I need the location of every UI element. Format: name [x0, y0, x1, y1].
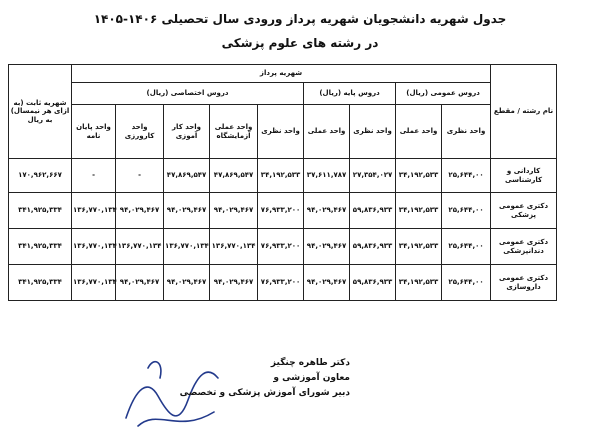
value-cell: ۹۴,۰۲۹,۴۶۷ [164, 193, 210, 229]
value-cell: ۹۴,۰۲۹,۴۶۷ [116, 193, 164, 229]
table-row [9, 265, 557, 301]
field-column-header: نام رشته / مقطع [491, 65, 557, 159]
subheader-cell: واحد نظری [442, 105, 491, 159]
value-cell: ۱۳۶,۷۷۰,۱۳۴ [72, 265, 116, 301]
value-cell: ۹۴,۰۲۹,۴۶۷ [210, 193, 258, 229]
value-cell: - [116, 159, 164, 193]
value-cell: ۳۴,۱۹۲,۵۳۳ [396, 265, 442, 301]
value-cell: - [72, 159, 116, 193]
fixed-fee-cell: ۱۷۰,۹۶۲,۶۶۷ [9, 159, 72, 193]
value-cell: ۵۹,۸۳۶,۹۳۳ [350, 229, 396, 265]
value-cell: ۲۵,۶۴۴,۰۰ [442, 229, 491, 265]
page-subtitle: در رشته های علوم پزشکی [221, 36, 379, 50]
fixed-fee-cell: ۳۴۱,۹۲۵,۳۳۴ [9, 229, 72, 265]
subheader-cell: واحد نظری [350, 105, 396, 159]
value-cell: ۲۷,۳۵۴,۰۲۷ [350, 159, 396, 193]
table-row [9, 159, 557, 193]
row-name-cell: دکتری عمومی دندانپزشکی [491, 229, 557, 265]
value-cell: ۳۴,۱۹۲,۵۳۳ [396, 193, 442, 229]
value-cell: ۹۴,۰۲۹,۴۶۷ [116, 265, 164, 301]
row-name-cell: کاردانی و کارشناسی [491, 159, 557, 193]
value-cell: ۳۴,۱۹۲,۵۳۳ [396, 229, 442, 265]
value-cell: ۹۴,۰۲۹,۴۶۷ [304, 265, 350, 301]
subheader-cell: واحد کارورزی [116, 105, 164, 159]
table-row [9, 229, 557, 265]
value-cell: ۵۹,۸۳۶,۹۳۳ [350, 265, 396, 301]
value-cell: ۷۶,۹۳۳,۲۰۰ [258, 193, 304, 229]
value-cell: ۳۷,۶۱۱,۷۸۷ [304, 159, 350, 193]
signatory-role-1: معاون آموزشی و [273, 373, 350, 383]
value-cell: ۱۳۶,۷۷۰,۱۳۴ [116, 229, 164, 265]
value-cell: ۵۹,۸۳۶,۹۳۳ [350, 193, 396, 229]
group-header-general: دروس عمومی (ریال) [396, 83, 491, 105]
value-cell: ۳۴,۱۹۲,۵۳۳ [258, 159, 304, 193]
tuition-table [8, 64, 557, 301]
group-header-main: شهریه پرداز [72, 65, 491, 83]
group-header-specialized: دروس اختصاصی (ریال) [72, 83, 304, 105]
value-cell: ۴۷,۸۶۹,۵۴۷ [164, 159, 210, 193]
value-cell: ۷۶,۹۳۳,۲۰۰ [258, 265, 304, 301]
signatory-role-2: دبیر شورای آموزش پزشکی و تخصصی [179, 388, 350, 398]
fixed-fee-column-header: شهریه ثابت (به ازای هر نیمسال) به ریال [9, 65, 72, 159]
value-cell: ۱۳۶,۷۷۰,۱۳۴ [72, 229, 116, 265]
value-cell: ۲۵,۶۴۴,۰۰ [442, 265, 491, 301]
value-cell: ۹۴,۰۲۹,۴۶۷ [304, 193, 350, 229]
row-name-cell: دکتری عمومی داروسازی [491, 265, 557, 301]
subheader-cell: واحد پایان نامه [72, 105, 116, 159]
subheader-cell: واحد عملی [396, 105, 442, 159]
value-cell: ۲۵,۶۴۴,۰۰ [442, 159, 491, 193]
group-header-basic: دروس پایه (ریال) [304, 83, 396, 105]
value-cell: ۷۶,۹۳۳,۲۰۰ [258, 229, 304, 265]
value-cell: ۳۴,۱۹۲,۵۳۳ [396, 159, 442, 193]
table-row [9, 193, 557, 229]
subheader-cell: واحد عملی [304, 105, 350, 159]
signatory-name: دکتر طاهره چنگیز [270, 358, 350, 368]
fixed-fee-cell: ۳۴۱,۹۲۵,۳۳۴ [9, 265, 72, 301]
value-cell: ۱۳۶,۷۷۰,۱۳۴ [210, 229, 258, 265]
value-cell: ۱۳۶,۷۷۰,۱۳۴ [72, 193, 116, 229]
subheader-cell: واحد کار آموزی [164, 105, 210, 159]
value-cell: ۴۷,۸۶۹,۵۴۷ [210, 159, 258, 193]
fixed-fee-cell: ۳۴۱,۹۲۵,۳۳۴ [9, 193, 72, 229]
subheader-cell: واحد عملی آزمایشگاه [210, 105, 258, 159]
page-title: جدول شهریه دانشجویان شهریه پرداز ورودی سال تحصیلی ۱۴۰۶-۱۴۰۵ [93, 12, 507, 26]
row-name-cell: دکتری عمومی پزشکی [491, 193, 557, 229]
value-cell: ۹۴,۰۲۹,۴۶۷ [210, 265, 258, 301]
value-cell: ۹۴,۰۲۹,۴۶۷ [164, 265, 210, 301]
value-cell: ۱۳۶,۷۷۰,۱۳۴ [164, 229, 210, 265]
value-cell: ۲۵,۶۴۴,۰۰ [442, 193, 491, 229]
value-cell: ۹۴,۰۲۹,۴۶۷ [304, 229, 350, 265]
subheader-cell: واحد نظری [258, 105, 304, 159]
signature-block [120, 356, 350, 401]
